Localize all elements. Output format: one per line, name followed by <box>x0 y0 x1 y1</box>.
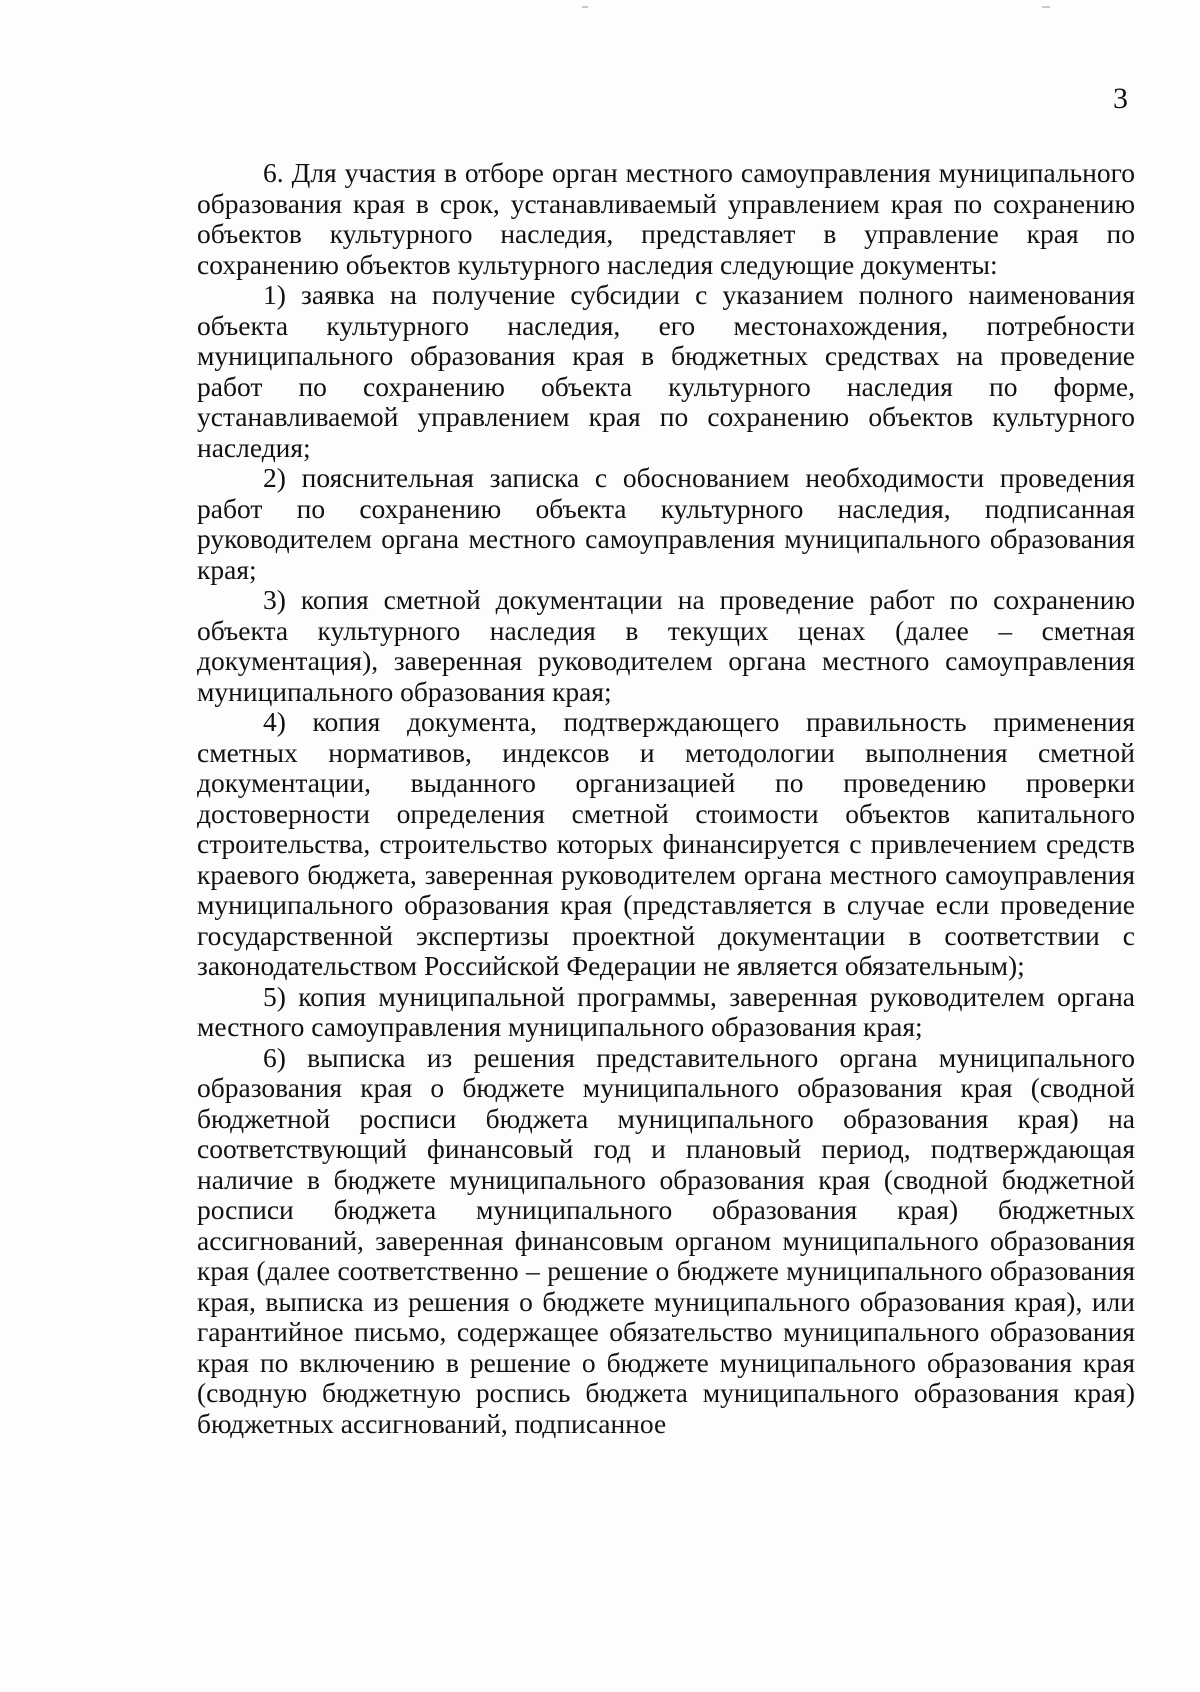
list-item-5: 5) копия муниципальной программы, заверенная руководителем органа местного самоуправления муниципального образования края; <box>197 980 1135 1042</box>
paragraph-6-intro: 6. Для участия в отборе орган местного самоуправления муниципального образования края в срок, устанавливаемый управлением края по сохранению объектов культурного наследия, представляет в управление края по сохранению объектов культурного наследия следующие документы: <box>197 157 1135 280</box>
list-item-6: 6) выписка из решения представительного органа муниципального образования края о бюджете муниципального образования края (сводной бюджетной росписи бюджета муниципального образования края) на соответствующий финансовый год и плановый период, подтверждающая наличие в бюджете муниципального образования края (сводной бюджетной росписи бюджета муниципального образования края) бюджетных ассигнований, заверенная финансовым органом муниципального образования края (далее соответственно – решение о бюджете муниципального образования края, выписка из решения о бюджете муниципального образования края), или гарантийное письмо, содержащее обязательство муниципального образования края по включению в решение о бюджете муниципального образования края (сводную бюджетную роспись бюджета муниципального образования края) бюджетных ассигнований, подписанное <box>197 1041 1135 1439</box>
list-item-4: 4) копия документа, подтверждающего правильность применения сметных нормативов, индексов и методологии выполнения сметной документации, выданного организацией по проведению проверки достоверности определения сметной стоимости объектов капитального строительства, строительство которых финансируется с привлечением средств краевого бюджета, заверенная руководителем органа местного самоуправления муниципального образования края (представляется в случае если проведение государственной экспертизы проектной документации в соответствии с законодательством Российской Федерации не является обязательным); <box>197 706 1135 981</box>
list-item-1: 1) заявка на получение субсидии с указанием полного наименования объекта культурного наследия, его местонахождения, потребности муниципального образования края в бюджетных средствах на проведение работ по сохранению объекта культурного наследия по форме, устанавливаемой управлением края по сохранению объектов культурного наследия; <box>197 279 1135 463</box>
document-body <box>197 158 1135 1439</box>
scan-artifact <box>582 6 588 8</box>
page-number: 3 <box>1113 82 1128 115</box>
scan-artifact <box>1042 6 1050 8</box>
list-item-3: 3) копия сметной документации на проведение работ по сохранению объекта культурного наследия в текущих ценах (далее – сметная документация), заверенная руководителем органа местного самоуправления муниципального образования края; <box>197 584 1135 707</box>
list-item-2: 2) пояснительная записка с обоснованием необходимости проведения работ по сохранению объекта культурного наследия, подписанная руководителем органа местного самоуправления муниципального образования края; <box>197 462 1135 585</box>
